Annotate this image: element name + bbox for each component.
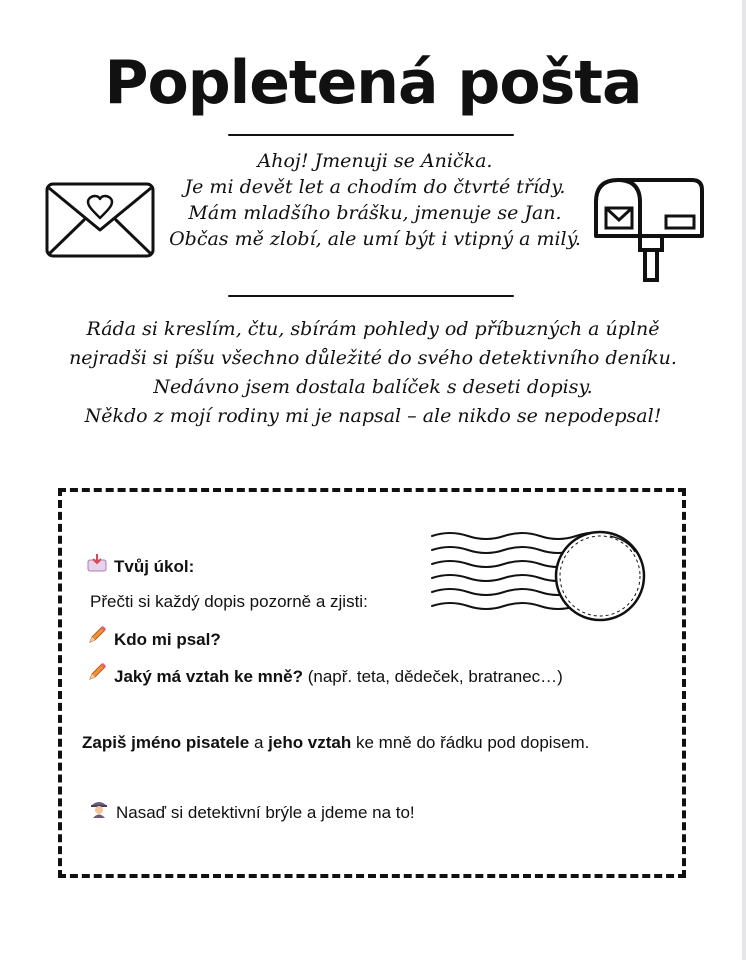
- intro-line: Mám mladšího brášku, jmenuje se Jan.: [188, 202, 562, 224]
- closing-line: Nasaď si detektivní brýle a jdeme na to!: [88, 798, 415, 823]
- about-line: Nedávno jsem dostala balíček s deseti dopisy.: [153, 376, 593, 398]
- inbox-tray-icon: [86, 554, 108, 577]
- pencil-icon: [86, 625, 108, 650]
- intro-text: [150, 148, 600, 252]
- title-divider: [228, 134, 514, 136]
- about-line: Ráda si kreslím, čtu, sbírám pohledy od příbuzných a úplně: [86, 318, 660, 340]
- question-relation: Jaký má vztah ke mně? (např. teta, dědeček, bratranec…): [86, 662, 563, 687]
- intro-line: Je mi devět let a chodím do čtvrté třídy.: [184, 176, 566, 198]
- about-text: [40, 315, 706, 431]
- intro-divider: [228, 295, 514, 297]
- mailbox-icon: [592, 172, 708, 284]
- intro-line: Ahoj! Jmenuji se Anička.: [257, 150, 493, 172]
- task-heading: Tvůj úkol:: [86, 554, 194, 577]
- detective-icon: [88, 798, 110, 823]
- intro-line: Občas mě zlobí, ale umí být i vtipný a milý.: [169, 228, 581, 250]
- page-title: Popletená pošta: [104, 48, 642, 118]
- write-instruction: Zapiš jméno pisatele a jeho vztah ke mně do řádku pod dopisem.: [82, 733, 590, 752]
- envelope-heart-icon: [44, 180, 156, 260]
- pencil-icon: [86, 662, 108, 687]
- about-line: nejradši si píšu všechno důležité do svého detektivního deníku.: [69, 347, 677, 369]
- question-who: Kdo mi psal?: [86, 625, 221, 650]
- about-line: Někdo z mojí rodiny mi je napsal – ale nikdo se nepodepsal!: [84, 405, 662, 427]
- page-edge: [742, 0, 746, 960]
- postmark-stamp-icon: [430, 520, 655, 630]
- task-instruction: Přečti si každý dopis pozorně a zjisti:: [90, 592, 368, 611]
